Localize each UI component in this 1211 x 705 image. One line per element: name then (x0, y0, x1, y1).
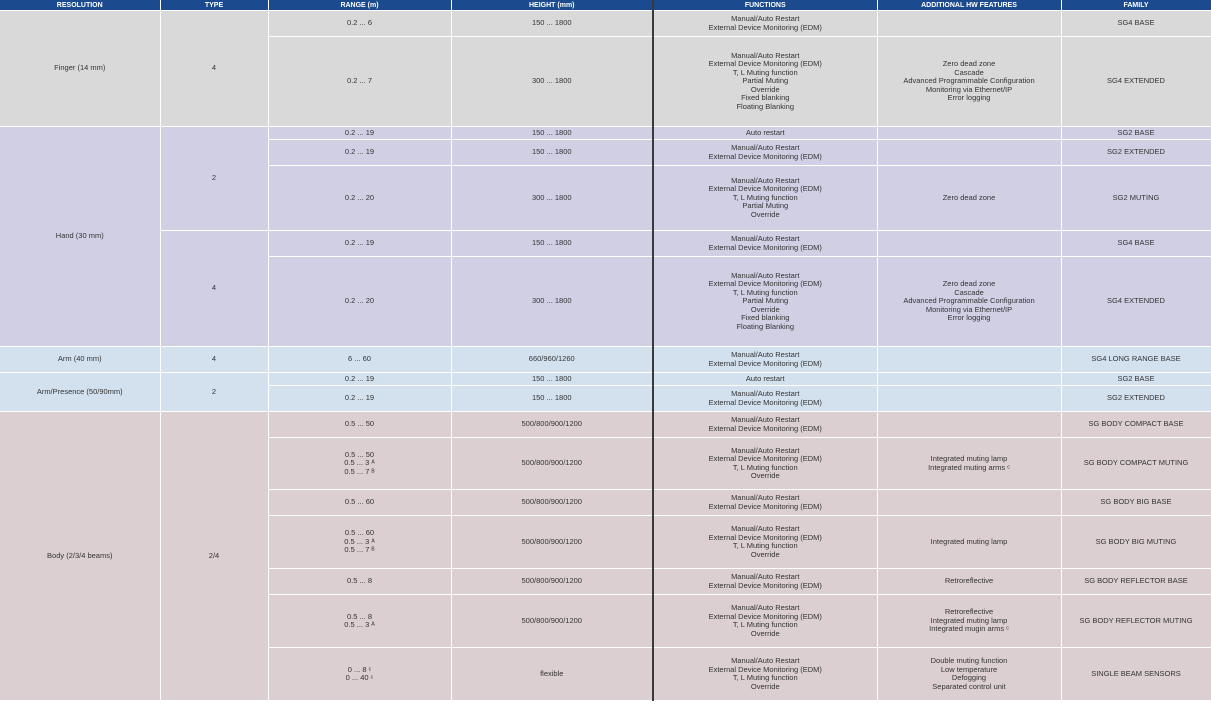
function-item: External Device Monitoring (EDM) (708, 454, 822, 463)
hw-feature-item: Integrated muting lamp (930, 536, 1008, 546)
function-item: Override (750, 681, 780, 691)
range-item: 0 ... 8 ᶜ (347, 664, 372, 674)
height-cell: 500/800/900/1200 (451, 569, 653, 595)
function-item: Manual/Auto Restart (731, 445, 800, 455)
family-cell: SG4 EXTENDED (1061, 257, 1211, 347)
functions-cell (653, 37, 877, 127)
function-item: External Device Monitoring (EDM) (708, 501, 822, 511)
range-cell (268, 648, 451, 701)
family-cell: SG BODY REFLECTOR MUTING (1061, 595, 1211, 648)
hw-feature-item: Cascade (954, 287, 984, 297)
family-cell: SG4 LONG RANGE BASE (1061, 347, 1211, 373)
functions-cell (653, 648, 877, 701)
functions-cell (653, 412, 877, 438)
range-item: 0.5 ... 7 ᴮ (344, 545, 375, 555)
height-cell: 150 ... 1800 (451, 386, 653, 412)
function-item: T, L Muting function (732, 67, 798, 77)
function-item: External Device Monitoring (EDM) (708, 59, 822, 69)
range-item: 0.5 ... 3 ᴬ (344, 536, 375, 546)
hw-feature-item: Cascade (954, 67, 984, 77)
family-cell: SG4 BASE (1061, 231, 1211, 257)
hw-feature-item: Double muting function (930, 656, 1008, 665)
function-item: Manual/Auto Restart (731, 415, 800, 424)
function-item: External Device Monitoring (EDM) (708, 532, 822, 542)
height-cell: 150 ... 1800 (451, 11, 653, 37)
height-cell: flexible (451, 648, 653, 701)
range-cell: 0.2 ... 19 (268, 140, 451, 166)
function-item: Override (750, 209, 780, 219)
resolution-cell: Finger (14 mm) (0, 11, 160, 127)
height-cell: 300 ... 1800 (451, 37, 653, 127)
type-cell: 2 (160, 373, 268, 412)
height-cell: 300 ... 1800 (451, 257, 653, 347)
range-cell: 0.2 ... 19 (268, 231, 451, 257)
functions-cell (653, 140, 877, 166)
function-item: Auto restart (745, 373, 785, 383)
hw-features-cell (877, 490, 1061, 516)
family-cell: SG BODY BIG MUTING (1061, 516, 1211, 569)
function-item: External Device Monitoring (EDM) (708, 151, 822, 161)
type-cell: 4 (160, 231, 268, 347)
hw-features-cell (877, 516, 1061, 569)
hw-features-cell (877, 412, 1061, 438)
hw-feature-item: Advanced Programmable Configuration (903, 296, 1035, 306)
function-item: Override (750, 84, 780, 94)
function-item: Manual/Auto Restart (731, 493, 800, 502)
function-item: External Device Monitoring (EDM) (708, 184, 822, 194)
function-item: Manual/Auto Restart (731, 14, 800, 23)
function-item: Auto restart (745, 127, 785, 137)
range-cell: 0.5 ... 50 (268, 412, 451, 438)
hw-feature-item: Low temperature (940, 664, 998, 674)
function-item: Manual/Auto Restart (731, 175, 800, 185)
type-cell: 4 (160, 11, 268, 127)
range-cell: 0.2 ... 20 (268, 166, 451, 231)
hw-feature-item: Separated control unit (932, 681, 1006, 691)
family-cell: SG2 EXTENDED (1061, 386, 1211, 412)
function-item: Partial Muting (742, 76, 789, 86)
family-cell: SG BODY BIG BASE (1061, 490, 1211, 516)
function-item: T, L Muting function (732, 673, 798, 682)
family-cell: SG BODY COMPACT BASE (1061, 412, 1211, 438)
function-item: External Device Monitoring (EDM) (708, 358, 822, 368)
hw-features-cell (877, 140, 1061, 166)
hw-features-cell (877, 166, 1061, 231)
range-cell: 0.5 ... 60 (268, 490, 451, 516)
function-item: Manual/Auto Restart (731, 572, 800, 581)
range-item: 0 ... 40 ᶜ (345, 673, 374, 682)
function-item: T, L Muting function (732, 541, 798, 550)
range-cell: 0.2 ... 19 (268, 127, 451, 140)
function-item: External Device Monitoring (EDM) (708, 242, 822, 252)
function-item: Manual/Auto Restart (731, 234, 800, 243)
range-item: 0.5 ... 3 ᴬ (344, 458, 375, 468)
hw-feature-item: Integrated muting arms ᶜ (928, 462, 1010, 472)
function-item: Manual/Auto Restart (731, 603, 800, 612)
resolution-cell: Hand (30 mm) (0, 127, 160, 347)
function-item: Partial Muting (742, 296, 789, 306)
height-cell: 300 ... 1800 (451, 166, 653, 231)
range-cell: 6 ... 60 (268, 347, 451, 373)
type-cell: 2/4 (160, 412, 268, 701)
range-cell (268, 438, 451, 490)
range-cell: 0.2 ... 19 (268, 373, 451, 386)
function-item: Manual/Auto Restart (731, 270, 800, 280)
hw-feature-item: Error logging (947, 93, 991, 103)
family-cell: SG2 EXTENDED (1061, 140, 1211, 166)
hw-features-cell (877, 438, 1061, 490)
header-functions: FUNCTIONS (653, 0, 877, 11)
function-item: Override (750, 304, 780, 314)
hw-features-cell (877, 257, 1061, 347)
hw-feature-item: Integrated muting lamp (930, 615, 1008, 625)
height-cell: 150 ... 1800 (451, 373, 653, 386)
family-cell: SG2 BASE (1061, 127, 1211, 140)
range-cell (268, 516, 451, 569)
function-item: Manual/Auto Restart (731, 656, 800, 665)
header-row (0, 0, 1211, 11)
function-item: Override (750, 549, 780, 559)
height-cell: 500/800/900/1200 (451, 516, 653, 569)
function-item: T, L Muting function (732, 192, 798, 202)
height-cell: 150 ... 1800 (451, 140, 653, 166)
functions-cell (653, 127, 877, 140)
hw-features-cell (877, 347, 1061, 373)
family-cell: SG BODY REFLECTOR BASE (1061, 569, 1211, 595)
hw-feature-item: Retroreflective (944, 607, 994, 617)
hw-features-cell (877, 373, 1061, 386)
hw-features-cell (877, 648, 1061, 701)
range-cell: 0.2 ... 19 (268, 386, 451, 412)
type-cell: 4 (160, 347, 268, 373)
functions-cell (653, 386, 877, 412)
resolution-cell: Arm/Presence (50/90mm) (0, 373, 160, 412)
functions-cell (653, 490, 877, 516)
hw-feature-item: Zero dead zone (942, 192, 996, 202)
functions-cell (653, 11, 877, 37)
function-item: External Device Monitoring (EDM) (708, 580, 822, 590)
family-cell: SG BODY COMPACT MUTING (1061, 438, 1211, 490)
height-cell: 150 ... 1800 (451, 231, 653, 257)
function-item: External Device Monitoring (EDM) (708, 423, 822, 433)
functions-cell (653, 347, 877, 373)
range-item: 0.5 ... 60 (344, 528, 375, 538)
family-cell: SG2 BASE (1061, 373, 1211, 386)
function-item: External Device Monitoring (EDM) (708, 664, 822, 674)
functions-cell (653, 373, 877, 386)
function-item: Floating Blanking (736, 101, 795, 111)
hw-feature-item: Monitoring via Ethernet/IP (925, 304, 1013, 314)
hw-features-cell (877, 11, 1061, 37)
range-cell (268, 595, 451, 648)
hw-features-cell (877, 386, 1061, 412)
function-item: Partial Muting (742, 201, 789, 211)
function-item: External Device Monitoring (EDM) (708, 279, 822, 289)
resolution-cell: Body (2/3/4 beams) (0, 412, 160, 701)
header-family: FAMILY (1061, 0, 1211, 11)
function-item: Floating Blanking (736, 321, 795, 331)
range-cell: 0.5 ... 8 (268, 569, 451, 595)
hw-feature-item: Defogging (951, 673, 987, 682)
hw-features-cell (877, 231, 1061, 257)
range-cell: 0.2 ... 6 (268, 11, 451, 37)
family-cell: SINGLE BEAM SENSORS (1061, 648, 1211, 701)
function-item: Fixed blanking (741, 313, 790, 323)
range-item: 0.5 ... 3 ᴬ (344, 620, 375, 629)
functions-cell (653, 231, 877, 257)
hw-feature-item: Zero dead zone (942, 59, 996, 69)
function-item: Override (750, 628, 780, 638)
hw-features-cell (877, 127, 1061, 140)
function-item: T, L Muting function (732, 287, 798, 297)
hw-feature-item: Advanced Programmable Configuration (903, 76, 1035, 86)
functions-cell (653, 166, 877, 231)
range-cell: 0.2 ... 20 (268, 257, 451, 347)
family-cell: SG2 MUTING (1061, 166, 1211, 231)
height-cell: 500/800/900/1200 (451, 595, 653, 648)
type-cell: 2 (160, 127, 268, 231)
functions-cell (653, 257, 877, 347)
range-item: 0.5 ... 7 ᴮ (344, 466, 375, 476)
functions-cell (653, 516, 877, 569)
range-item: 0.5 ... 50 (344, 449, 375, 459)
hw-feature-item: Monitoring via Ethernet/IP (925, 84, 1013, 94)
hw-feature-item: Integrated mugin arms ᶜ (929, 624, 1009, 634)
height-cell: 500/800/900/1200 (451, 490, 653, 516)
resolution-cell: Arm (40 mm) (0, 347, 160, 373)
range-item: 0.5 ... 8 (346, 611, 373, 621)
function-item: Fixed blanking (741, 93, 790, 103)
height-cell: 500/800/900/1200 (451, 438, 653, 490)
hw-features-cell (877, 595, 1061, 648)
hw-feature-item: Integrated muting lamp (930, 454, 1008, 463)
function-item: T, L Muting function (732, 620, 798, 629)
hw-features-cell (877, 37, 1061, 127)
hw-feature-item: Error logging (947, 313, 991, 323)
function-item: Override (750, 471, 780, 480)
header-height: HEIGHT (mm) (451, 0, 653, 11)
function-item: External Device Monitoring (EDM) (708, 22, 822, 32)
function-item: Manual/Auto Restart (731, 524, 800, 533)
hw-features-cell (877, 569, 1061, 595)
family-cell: SG4 EXTENDED (1061, 37, 1211, 127)
header-resolution: RESOLUTION (0, 0, 160, 11)
range-cell: 0.2 ... 7 (268, 37, 451, 127)
function-item: External Device Monitoring (EDM) (708, 397, 822, 407)
functions-cell (653, 595, 877, 648)
height-cell: 660/960/1260 (451, 347, 653, 373)
functions-cell (653, 569, 877, 595)
family-cell: SG4 BASE (1061, 11, 1211, 37)
height-cell: 500/800/900/1200 (451, 412, 653, 438)
header-range: RANGE (m) (268, 0, 451, 11)
functions-cell (653, 438, 877, 490)
header-hw-features: ADDITIONAL HW FEATURES (877, 0, 1061, 11)
function-item: Manual/Auto Restart (731, 389, 800, 398)
header-type: TYPE (160, 0, 268, 11)
hw-feature-item: Retroreflective (944, 576, 994, 586)
function-item: Manual/Auto Restart (731, 143, 800, 152)
function-item: Manual/Auto Restart (731, 50, 800, 60)
function-item: T, L Muting function (732, 462, 798, 472)
function-item: External Device Monitoring (EDM) (708, 611, 822, 621)
function-item: Manual/Auto Restart (731, 350, 800, 359)
hw-feature-item: Zero dead zone (942, 279, 996, 289)
height-cell: 150 ... 1800 (451, 127, 653, 140)
